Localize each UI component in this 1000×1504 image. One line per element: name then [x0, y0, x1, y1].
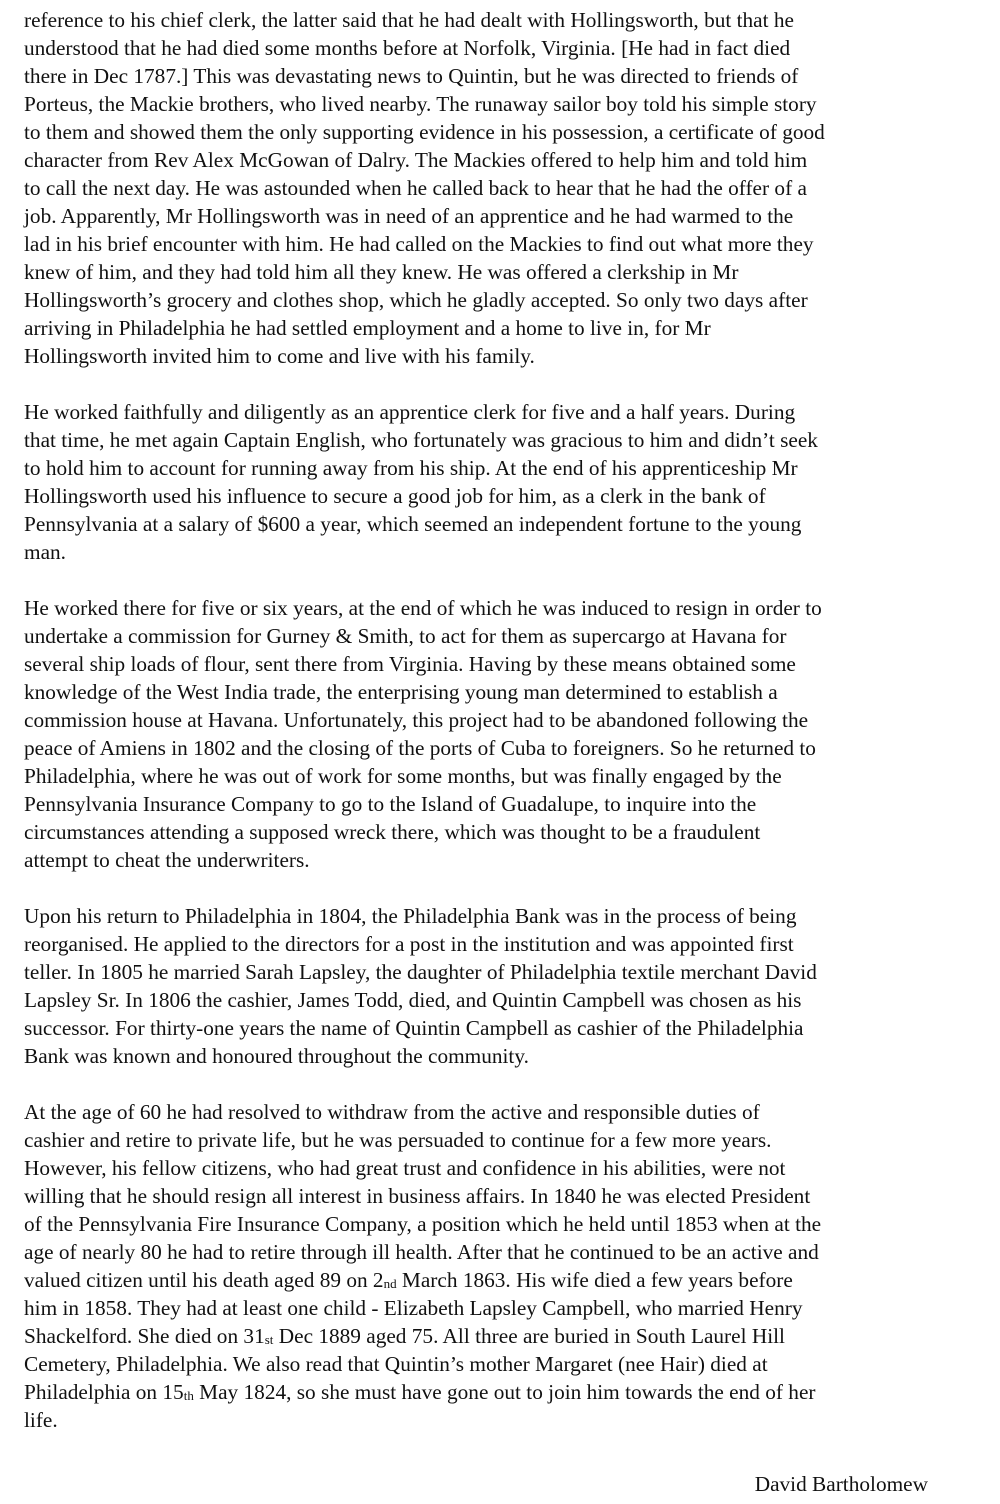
ordinal-suffix: nd [383, 1276, 397, 1291]
paragraph-hollingsworth: reference to his chief clerk, the latter said that he had dealt with Hollingsworth, but that he understood that he had died some months before at Norfolk, Virginia. [He had in fact died there in Dec 1787.] This was devastating news to Quintin, but he was directed to friends of Porteus, the Mackie brothers, who lived nearby. The runaway sailor boy told his simple story to them and showed them the only supporting evidence in his possession, a certificate of good character from Rev Alex McGowan of Dalry. The Mackies offered to help him and told him to call the next day. He was astounded when he called back to hear that he had the offer of a job. Apparently, Mr Hollingsworth was in need of an apprentice and he had warmed to the lad in his brief encounter with him. He had called on the Mackies to find out what more they knew of him, and they had told him all they knew. He was offered a clerkship in Mr Hollingsworth’s grocery and clothes shop, which he gladly accepted. So only two days after arriving in Philadelphia he had settled employment and a home to live in, for Mr Hollingsworth invited him to come and live with his family. [24, 8, 825, 368]
later-life-text-3: Dec 1889 aged 75. All three are buried in South Laurel Hill Cemetery, Philadelphia. We also read that Quintin’s mother Margaret (nee Hair) died at Philadelphia on 15 [24, 1324, 785, 1404]
paragraph-apprenticeship: He worked faithfully and diligently as an apprentice clerk for five and a half years. During that time, he met again Captain English, who fortunately was gracious to him and didn’t seek to hold him to account for running away from his ship. At the end of his apprenticeship Mr Hollingsworth used his influence to secure a good job for him, as a clerk in the bank of Pennsylvania at a salary of $600 a year, which seemed an independent fortune to the young man. [24, 400, 818, 564]
paragraph-philadelphia-bank: Upon his return to Philadelphia in 1804, the Philadelphia Bank was in the process of being reorganised. He applied to the directors for a post in the institution and was appointed first teller. In 1805 he married Sarah Lapsley, the daughter of Philadelphia textile merchant David Lapsley Sr. In 1806 the cashier, James Todd, died, and Quintin Campbell was chosen as his successor. For thirty-one years the name of Quintin Campbell as cashier of the Philadelphia Bank was known and honoured throughout the community. [24, 904, 817, 1068]
later-life-text-2: March 1863. His wife died a few years before him in 1858. They had at least one child - Elizabeth Lapsley Campbell, who married Henry Shackelford. She died on 31 [24, 1268, 803, 1348]
later-life-text-4: May 1824, so she must have gone out to join him towards the end of her life. [24, 1380, 816, 1432]
paragraph-later-life [24, 1098, 974, 1434]
later-life-text-1: At the age of 60 he had resolved to withdraw from the active and responsible duties of cashier and retire to private life, but he was persuaded to continue for a few more years. However, his fellow citizens, who had great trust and confidence in his abilities, were not willing that he should resign all interest in business affairs. In 1840 he was elected President of the Pennsylvania Fire Insurance Company, a position which he held until 1853 when at the age of nearly 80 he had to retire through ill health. After that he continued to be an active and valued citizen until his death aged 89 on 2 [24, 1100, 822, 1292]
ordinal-suffix: th [183, 1388, 194, 1403]
document-body [24, 6, 974, 1434]
ordinal-suffix: st [264, 1332, 274, 1347]
paragraph-havana: He worked there for five or six years, at the end of which he was induced to resign in order to undertake a commission for Gurney & Smith, to act for them as supercargo at Havana for several ship loads of flour, sent there from Virginia. Having by these means obtained some knowledge of the West India trade, the enterprising young man determined to establish a commission house at Havana. Unfortunately, this project had to be abandoned following the peace of Amiens in 1802 and the closing of the ports of Cuba to foreigners. So he returned to Philadelphia, where he was out of work for some months, but was finally engaged by the Pennsylvania Insurance Company to go to the Island of Guadalupe, to inquire into the circumstances attending a supposed wreck there, which was thought to be a fraudulent attempt to cheat the underwriters. [24, 596, 822, 872]
author-signature: David Bartholomew [754, 1472, 928, 1496]
